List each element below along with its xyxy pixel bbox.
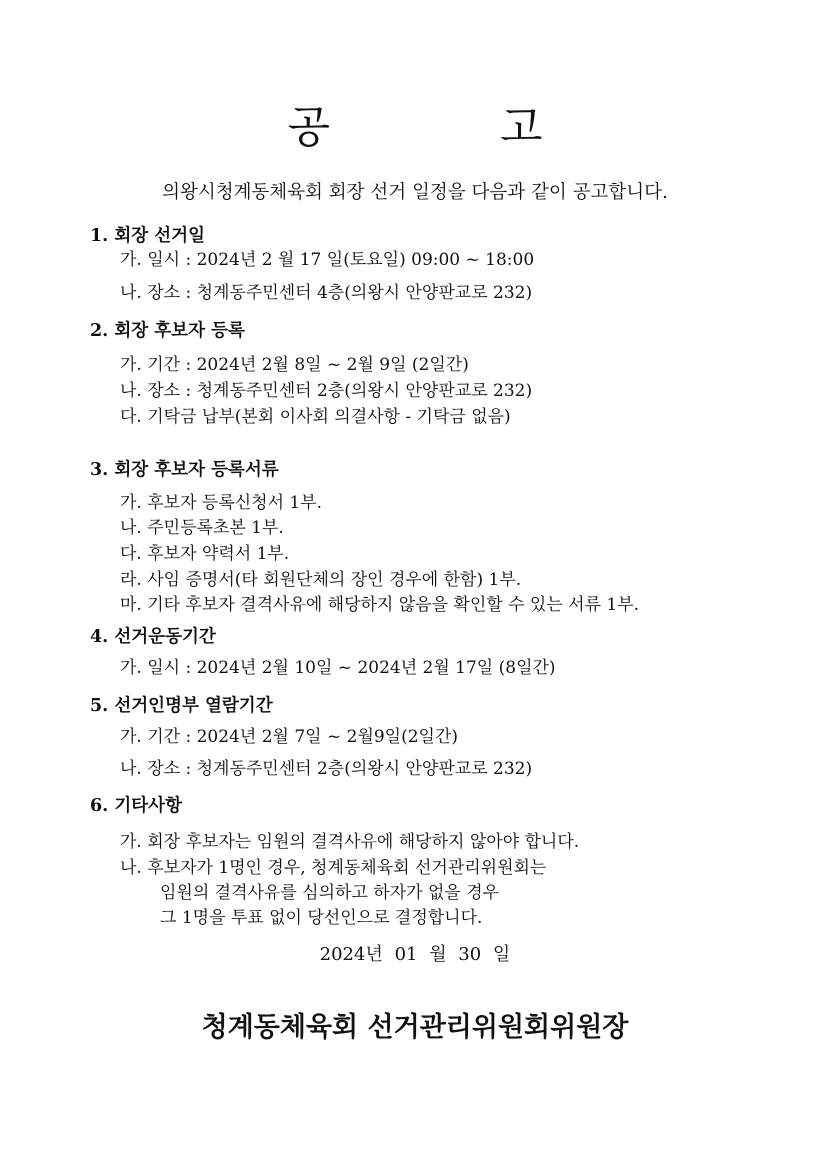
section-heading-1: 1. 회장 선거일 xyxy=(90,226,205,246)
section-3-item-3: 다. 후보자 약력서 1부. xyxy=(120,544,290,564)
section-2-item-1: 가. 기간 : 2024년 2월 8일 ~ 2월 9일 (2일간) xyxy=(120,355,469,375)
section-6-item-1: 가. 회장 후보자는 임원의 결격사유에 해당하지 않아야 합니다. xyxy=(120,832,580,852)
section-heading-6: 6. 기타사항 xyxy=(90,796,182,816)
section-heading-3: 3. 회장 후보자 등록서류 xyxy=(90,460,279,480)
section-1-item-1: 가. 일시 : 2024년 2 월 17 일(토요일) 09:00 ~ 18:00 xyxy=(120,250,535,270)
section-5-item-1: 가. 기간 : 2024년 2월 7일 ~ 2월9일(2일간) xyxy=(120,727,459,747)
section-heading-4: 4. 선거운동기간 xyxy=(90,627,216,647)
section-3-item-1: 가. 후보자 등록신청서 1부. xyxy=(120,493,323,513)
section-3-item-5: 마. 기타 후보자 결격사유에 해당하지 않음을 확인할 수 있는 서류 1부. xyxy=(120,595,640,615)
section-2-item-3: 다. 기탁금 납부(본회 이사회 의결사항 - 기탁금 없음) xyxy=(120,407,511,427)
section-heading-5: 5. 선거인명부 열람기간 xyxy=(90,696,273,716)
section-3-item-4: 라. 사임 증명서(타 회원단체의 장인 경우에 한함) 1부. xyxy=(120,570,522,590)
section-4-item-1: 가. 일시 : 2024년 2월 10일 ~ 2024년 2월 17일 (8일간) xyxy=(120,658,556,678)
intro-text: 의왕시청계동체육회 회장 선거 일정을 다음과 같이 공고합니다. xyxy=(162,182,668,203)
section-6-item-2: 나. 후보자가 1명인 경우, 청계동체육회 선거관리위원회는 xyxy=(120,858,547,878)
section-2-item-2: 나. 장소 : 청계동주민센터 2층(의왕시 안양판교로 232) xyxy=(120,381,533,401)
section-3-item-2: 나. 주민등록초본 1부. xyxy=(120,518,284,538)
section-1-item-2: 나. 장소 : 청계동주민센터 4층(의왕시 안양판교로 232) xyxy=(120,283,533,303)
section-6-item-4: 그 1명을 투표 없이 당선인으로 결정합니다. xyxy=(160,908,483,928)
section-6-item-3: 임원의 결격사유를 심의하고 하자가 없을 경우 xyxy=(160,883,500,903)
section-5-item-2: 나. 장소 : 청계동주민센터 2층(의왕시 안양판교로 232) xyxy=(120,759,533,779)
notice-date: 2024년 01 월 30 일 xyxy=(319,944,511,965)
section-heading-2: 2. 회장 후보자 등록 xyxy=(90,321,245,341)
signature: 청계동체육회 선거관리위원회위원장 xyxy=(201,1012,629,1043)
page-title: 공 고 xyxy=(287,102,621,153)
